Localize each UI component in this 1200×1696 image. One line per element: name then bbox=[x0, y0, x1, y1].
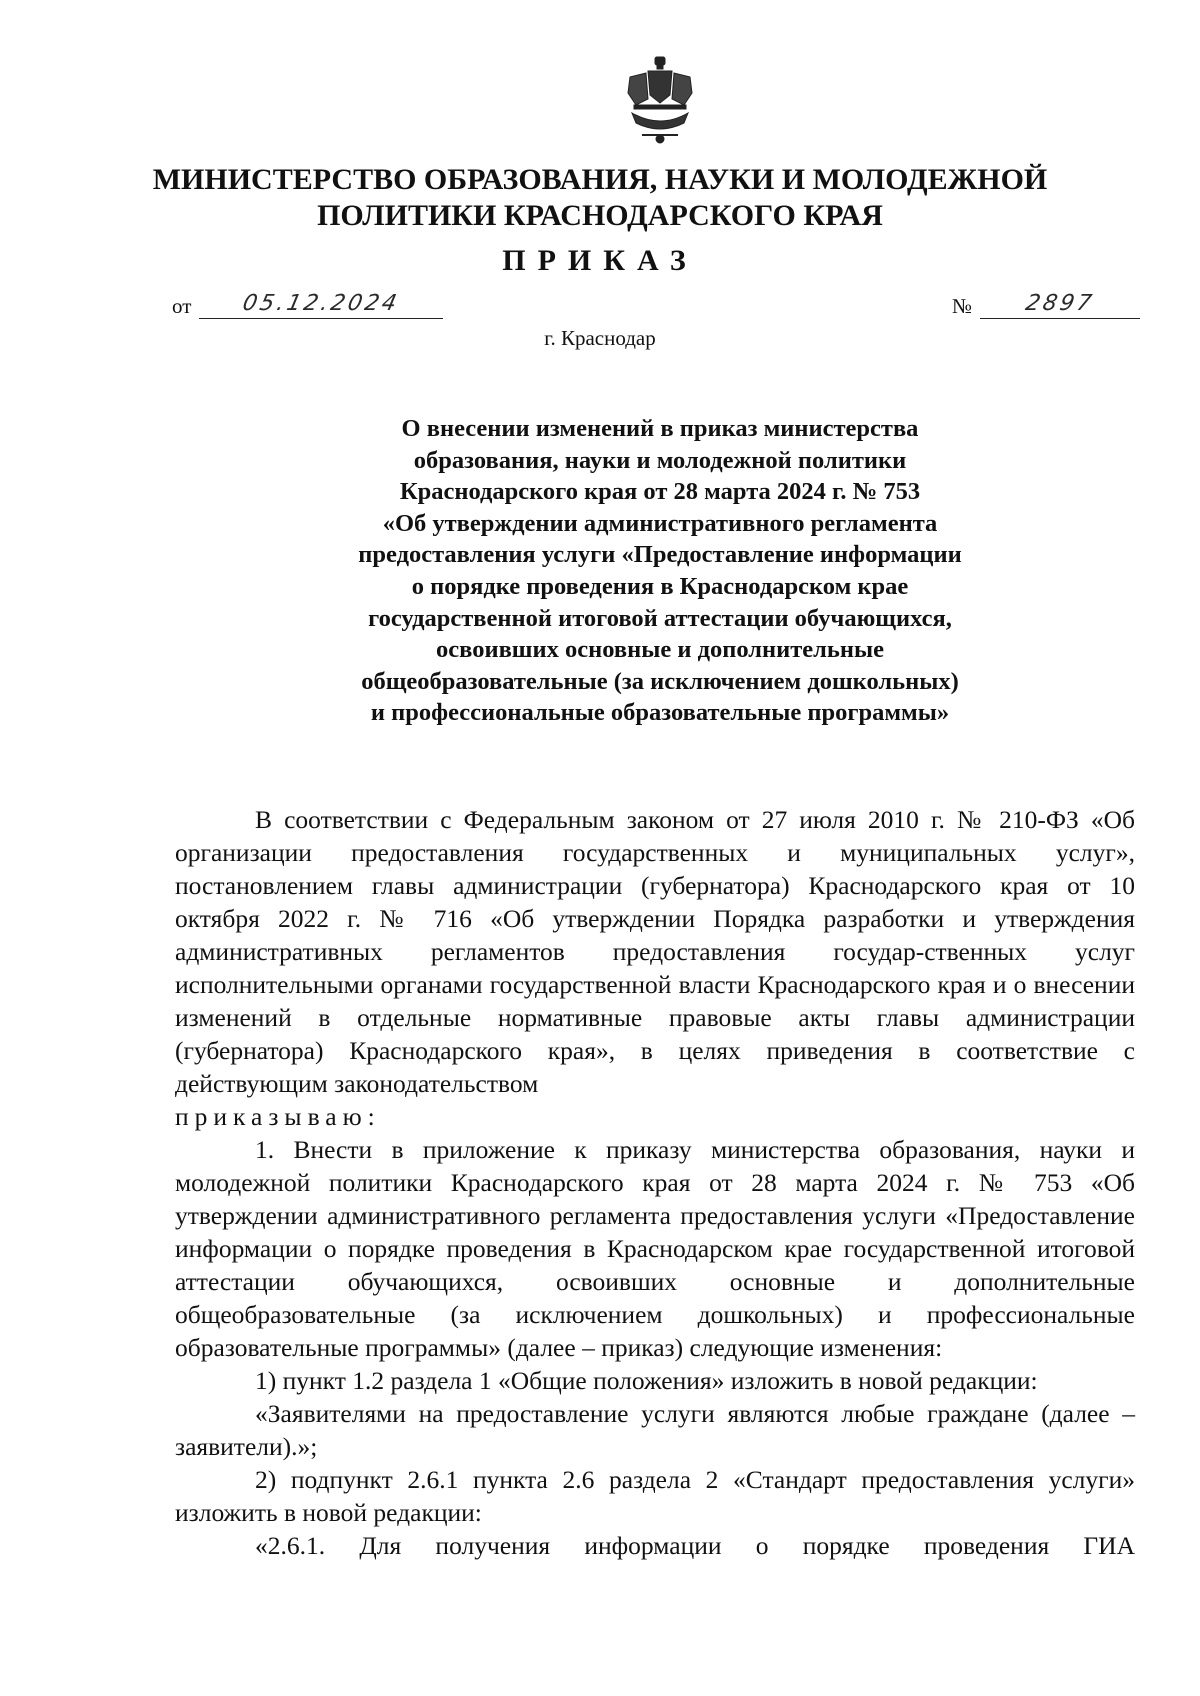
subject-line: предоставления услуги «Предоставление информации bbox=[358, 541, 962, 569]
subject-line: освоивших основные и дополнительные bbox=[436, 636, 884, 664]
city-name: г. Краснодар bbox=[544, 326, 656, 350]
number-field bbox=[952, 291, 1140, 319]
ministry-title-line2: ПОЛИТИКИ КРАСНОДАРСКОГО КРАЯ bbox=[317, 199, 883, 232]
subject-line: образования, науки и молодежной политики bbox=[413, 446, 907, 474]
ministry-title bbox=[150, 162, 1050, 234]
coat-of-arms-emblem bbox=[622, 55, 698, 147]
subitem-2-paragraph: 2) подпункт 2.6.1 пункта 2.6 раздела 2 «Стандарт предоставления услуги» изложить в новой редакции: bbox=[175, 1465, 1135, 1527]
date-handwritten: 05.12.2024 bbox=[240, 291, 403, 316]
preamble-paragraph: В соответствии с Федеральным законом от 27 июля 2010 г. № 210-ФЗ «Об организации предоставления государственных и муниципальных услуг», постановлением главы администрации (губернатора) Краснодарского края от 10 октября 2022 г. № 716 «Об утверждении Порядка разработки и утверждения административных регламентов предоставления государ-ственных услуг исполнительными органами государственной власти Краснодарского края и о внесении изменений в отдельные нормативные правовые акты главы администрации (губернатора) Краснодарского края», в целях приведения в соответствие с действующим законодательством bbox=[175, 805, 1135, 1098]
ministry-title-line1: МИНИСТЕРСТВО ОБРАЗОВАНИЯ, НАУКИ И МОЛОДЕЖНОЙ bbox=[152, 163, 1048, 196]
subject-line: и профессиональные образовательные программы» bbox=[370, 699, 950, 727]
document-type: ПРИКАЗ bbox=[502, 244, 698, 277]
subitem-1-paragraph: 1) пункт 1.2 раздела 1 «Общие положения» изложить в новой редакции: bbox=[255, 1366, 1038, 1395]
subject-line: «Об утверждении административного регламента bbox=[382, 509, 938, 537]
subject-line: государственной итоговой аттестации обучающихся, bbox=[368, 604, 952, 632]
date-label: от bbox=[172, 294, 192, 318]
subject-line: О внесении изменений в приказ министерства bbox=[401, 415, 919, 442]
item-1-paragraph: 1. Внести в приложение к приказу министерства образования, науки и молодежной политики Краснодарского края от 28 марта 2024 г. № 753 «Об утверждении административного регламента предоставления услуги «Предоставление информации о порядке проведения в Краснодарском крае государственной итоговой аттестации обучающихся, освоивших основные и дополнительные общеобразовательные (за исключением дошкольных) и профессиональные образовательные программы» (далее – приказ) следующие изменения: bbox=[175, 1135, 1135, 1362]
subject-line: Краснодарского края от 28 марта 2024 г. № 753 bbox=[399, 478, 921, 506]
subject-line: общеобразовательные (за исключением дошкольных) bbox=[361, 667, 959, 695]
quote-1-paragraph: «Заявителями на предоставление услуги являются любые граждане (далее – заявители).»; bbox=[175, 1399, 1135, 1461]
order-body bbox=[175, 803, 1135, 1562]
number-label: № bbox=[952, 294, 973, 318]
order-subject bbox=[290, 413, 1030, 729]
number-handwritten: 2897 bbox=[1023, 291, 1097, 316]
date-field bbox=[172, 291, 443, 319]
subject-line: о порядке проведения в Краснодарском крае bbox=[411, 572, 909, 600]
quote-2-paragraph: «2.6.1. Для получения информации о порядке проведения ГИА bbox=[255, 1531, 1135, 1560]
order-word: приказываю: bbox=[175, 1102, 381, 1131]
